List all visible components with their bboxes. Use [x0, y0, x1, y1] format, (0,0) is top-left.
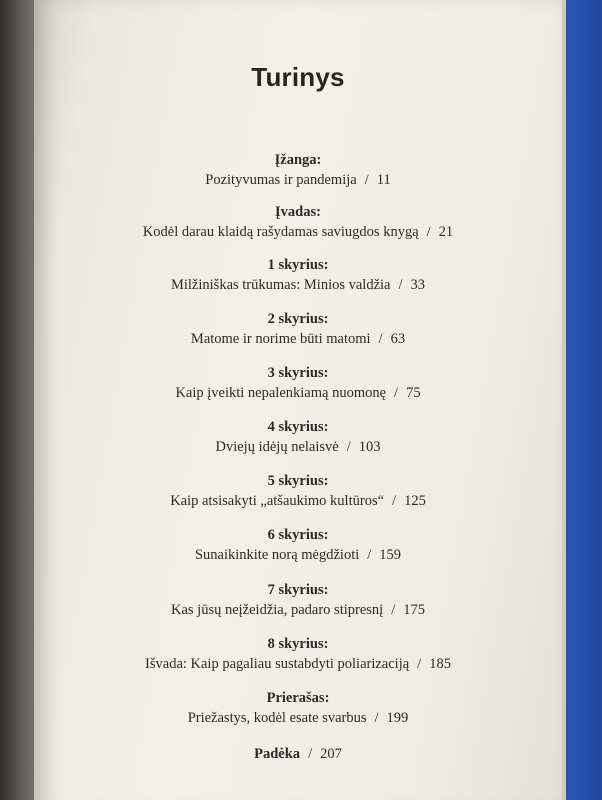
toc-entry-page: 33 [410, 277, 426, 293]
toc-entry-text: Matome ir norime būti matomi [190, 331, 371, 347]
toc-separator: / [426, 224, 431, 240]
toc-entry [34, 363, 562, 403]
toc-entry-heading: 6 skyrius: [267, 527, 329, 543]
toc-separator: / [364, 172, 369, 188]
toc-entry [34, 634, 562, 674]
toc-entry [34, 150, 562, 190]
toc-entry-text: Kas jūsų neįžeidžia, padaro stipresnį [171, 602, 384, 618]
toc-entry-text: Kodėl darau klaidą rašydamas saviugdos knygą [142, 224, 419, 240]
toc-entry-text: Priežastys, kodėl esate svarbus [187, 710, 367, 726]
toc-entry-page: 11 [376, 172, 391, 188]
toc-entry-text: Dviejų idėjų nelaisvė [215, 439, 339, 455]
toc-separator: / [417, 656, 422, 672]
toc-entry-heading: 4 skyrius: [267, 419, 329, 435]
toc-entry-heading: 8 skyrius: [267, 636, 329, 652]
toc-entry-heading: Įžanga: [274, 152, 322, 168]
toc-title: Turinys [251, 62, 345, 92]
toc-entry-text: Sunaikinkite norą mėgdžioti [194, 547, 360, 563]
toc-separator: / [308, 746, 313, 762]
toc-entry-page: 199 [386, 710, 409, 726]
toc-entry-heading: Prierašas: [266, 690, 330, 706]
toc-separator: / [346, 439, 351, 455]
toc-entry-heading: 1 skyrius: [267, 257, 329, 273]
toc-separator: / [367, 547, 372, 563]
toc-entry-line [34, 654, 562, 674]
toc-entry-page: 21 [438, 224, 454, 240]
toc-entry-heading: 2 skyrius: [267, 311, 329, 327]
toc-entry-text: Kaip įveikti nepalenkiamą nuomonę [175, 385, 387, 401]
toc-entry [34, 525, 562, 565]
toc-acknowledgements [34, 744, 562, 764]
toc-entry-text: Pozityvumas ir pandemija [205, 172, 357, 188]
toc-entry-text: Išvada: Kaip pagaliau sustabdyti poliarizaciją [145, 656, 410, 672]
toc-entry-line [34, 383, 562, 403]
toc-separator: / [398, 277, 403, 293]
toc-entry-heading: 7 skyrius: [267, 582, 329, 598]
toc-entry [34, 202, 562, 242]
toc-separator: / [378, 331, 383, 347]
toc-entry-line [34, 491, 562, 511]
toc-entry-heading: Įvadas: [275, 204, 321, 220]
toc-entry-page: 159 [379, 547, 402, 563]
toc-separator: / [391, 602, 396, 618]
toc-entry [34, 580, 562, 620]
toc-entry-line [34, 708, 562, 728]
toc-entry-page: 185 [429, 656, 451, 672]
toc-entry [34, 309, 562, 349]
toc-separator: / [394, 385, 399, 401]
toc-entry-text: Milžiniškas trūkumas: Minios valdžia [170, 277, 391, 293]
page-edge [562, 0, 566, 800]
toc-entry-page: 75 [406, 385, 421, 401]
toc-entry-line [34, 437, 562, 457]
toc-entry-text: Kaip atsisakyti „atšaukimo kultūros“ [170, 493, 385, 509]
toc-entry-heading: 3 skyrius: [267, 365, 329, 381]
toc-entry-line [34, 545, 562, 565]
toc-acknowledgements-label: Padėka [254, 746, 301, 762]
toc-entry-heading: 5 skyrius: [267, 473, 329, 489]
toc-entry [34, 255, 562, 295]
toc-entry-page: 63 [390, 331, 406, 347]
toc-entry-line [34, 600, 562, 620]
toc-entry-line [34, 275, 562, 295]
toc-entry-line [34, 170, 562, 190]
toc-entry-page: 175 [403, 602, 425, 618]
toc-entry [34, 417, 562, 457]
toc-separator: / [392, 493, 397, 509]
toc-entry [34, 688, 562, 728]
toc-acknowledgements-page: 207 [320, 746, 342, 762]
toc-separator: / [374, 710, 379, 726]
toc-entry-page: 103 [358, 439, 381, 455]
toc-entry-page: 125 [404, 493, 426, 509]
toc-entry [34, 471, 562, 511]
toc-entry-line [34, 329, 562, 349]
toc-entry-line [34, 222, 562, 242]
